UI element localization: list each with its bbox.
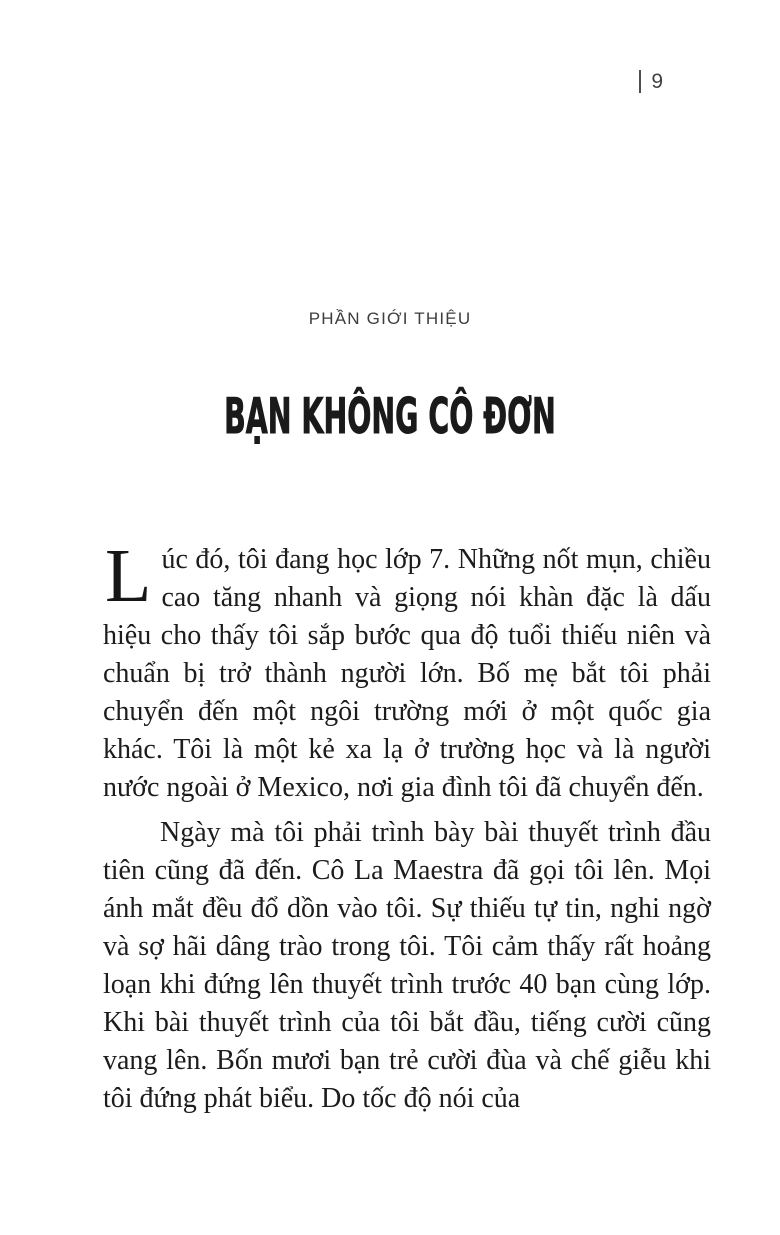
paragraph-2: Ngày mà tôi phải trình bày bài thuyết trình đầu tiên cũng đã đến. Cô La Maestra đã gọi tôi lên. Mọi ánh mắt đều đổ dồn vào tôi. Sự thiếu tự tin, nghi ngờ và sợ hãi dâng trào trong tôi. Tôi cảm thấy rất hoảng loạn khi đứng lên thuyết trình trước 40 bạn cùng lớp. Khi bài thuyết trình của tôi bắt đầu, tiếng cười cũng vang lên. Bốn mươi bạn trẻ cười đùa và chế giễu khi tôi đứng phát biểu. Do tốc độ nói của bbox=[103, 817, 711, 1114]
chapter-title-text: BẠN KHÔNG CÔ ĐƠN bbox=[224, 388, 556, 445]
page-number-divider bbox=[639, 70, 641, 93]
page-number-value: 9 bbox=[651, 70, 663, 93]
page-number bbox=[639, 70, 663, 93]
body-text bbox=[103, 534, 711, 1118]
section-kicker: PHẦN GIỚI THIỆU bbox=[308, 309, 472, 328]
paragraph-1: Lúc đó, tôi đang học lớp 7. Những nốt mụn, chiều cao tăng nhanh và giọng nói khàn đặc là dấu hiệu cho thấy tôi sắp bước qua độ tuổi thiếu niên và chuẩn bị trở thành người lớn. Bố mẹ bắt tôi phải chuyển đến một ngôi trường mới ở một quốc gia khác. Tôi là một kẻ xa lạ ở trường học và là người nước ngoài ở Mexico, nơi gia đình tôi đã chuyển đến. bbox=[103, 534, 711, 803]
chapter-title bbox=[0, 388, 780, 445]
